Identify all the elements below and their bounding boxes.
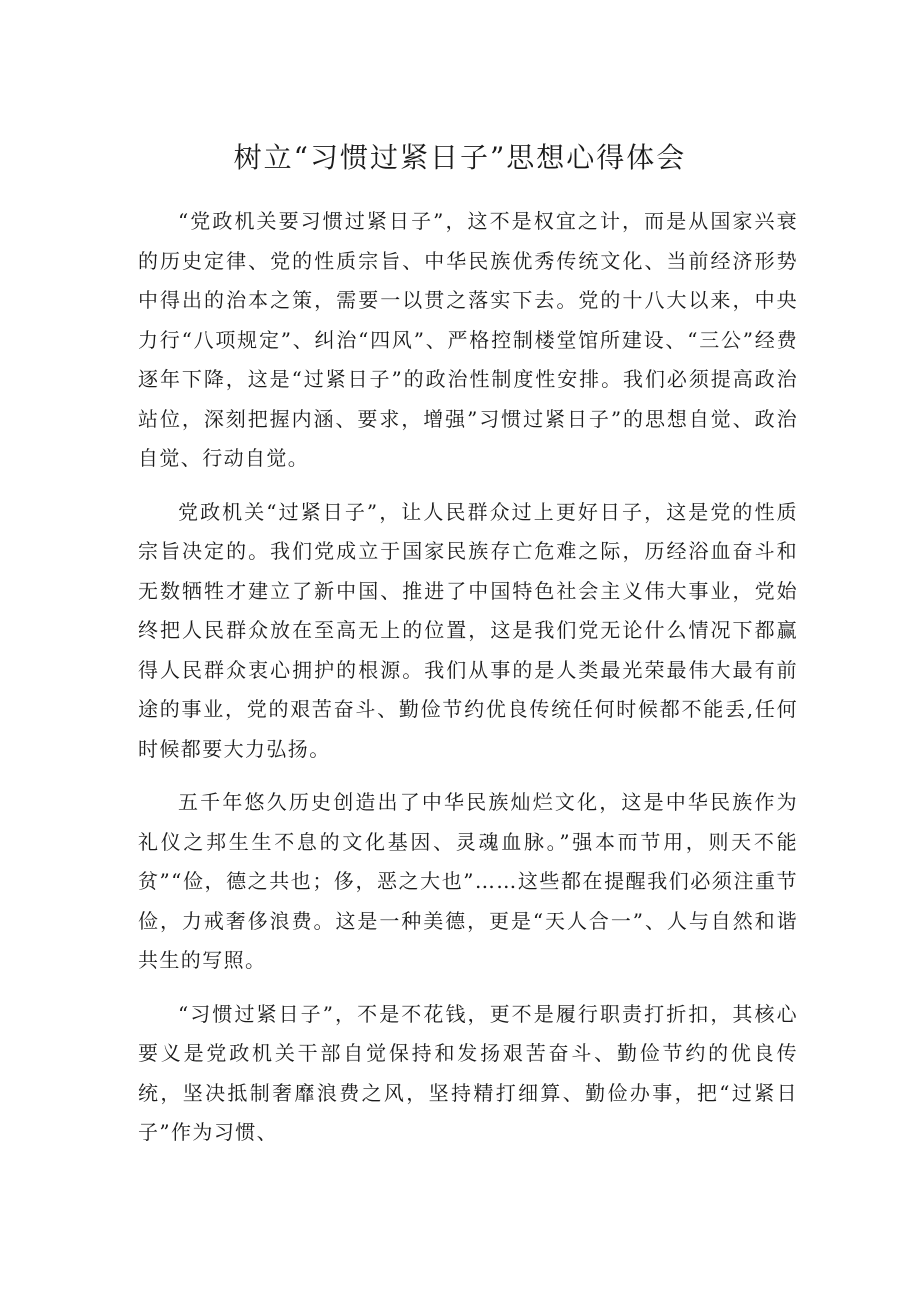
paragraph-2: 党政机关“过紧日子”，让人民群众过上更好日子，这是党的性质宗旨决定的。我们党成立于国家民族存亡危难之际，历经浴血奋斗和无数牺牲才建立了新中国、推进了中国特色社会主义伟大事业，党始终把人民群众放在至高无上的位置，这是我们党无论什么情况下都赢得人民群众衷心拥护的根源。我们从事的是人类最光荣最伟大最有前途的事业，党的艰苦奋斗、勤俭节约优良传统任何时候都不能丢,任何时候都要大力弘扬。 xyxy=(138,499,798,761)
paragraph-4: “习惯过紧日子”，不是不花钱，更不是履行职责打折扣，其核心要义是党政机关干部自觉保持和发扬艰苦奋斗、勤俭节约的优良传统，坚决抵制奢靡浪费之风，坚持精打细算、勤俭办事，把“过紧日子”作为习惯、 xyxy=(138,1001,798,1144)
document-body xyxy=(138,202,798,1167)
document-title: 树立“习惯过紧日子”思想心得体会 xyxy=(233,141,687,174)
paragraph-3: 五千年悠久历史创造出了中华民族灿烂文化，这是中华民族作为礼仪之邦生生不息的文化基因、灵魂血脉。”强本而节用，则天不能贫”“俭，德之共也；侈，恶之大也”……这些都在提醒我们必须注重节俭，力戒奢侈浪费。这是一种美德，更是“天人合一”、人与自然和谐共生的写照。 xyxy=(138,790,798,972)
paragraph-1: “党政机关要习惯过紧日子”，这不是权宜之计，而是从国家兴衰的历史定律、党的性质宗旨、中华民族优秀传统文化、当前经济形势中得出的治本之策，需要一以贯之落实下去。党的十八大以来，中央力行“八项规定”、纠治“四风”、严格控制楼堂馆所建设、“三公”经费逐年下降，这是“过紧日子”的政治性制度性安排。我们必须提高政治站位，深刻把握内涵、要求，增强”习惯过紧日子”的思想自觉、政治自觉、行动自觉。 xyxy=(138,209,798,470)
